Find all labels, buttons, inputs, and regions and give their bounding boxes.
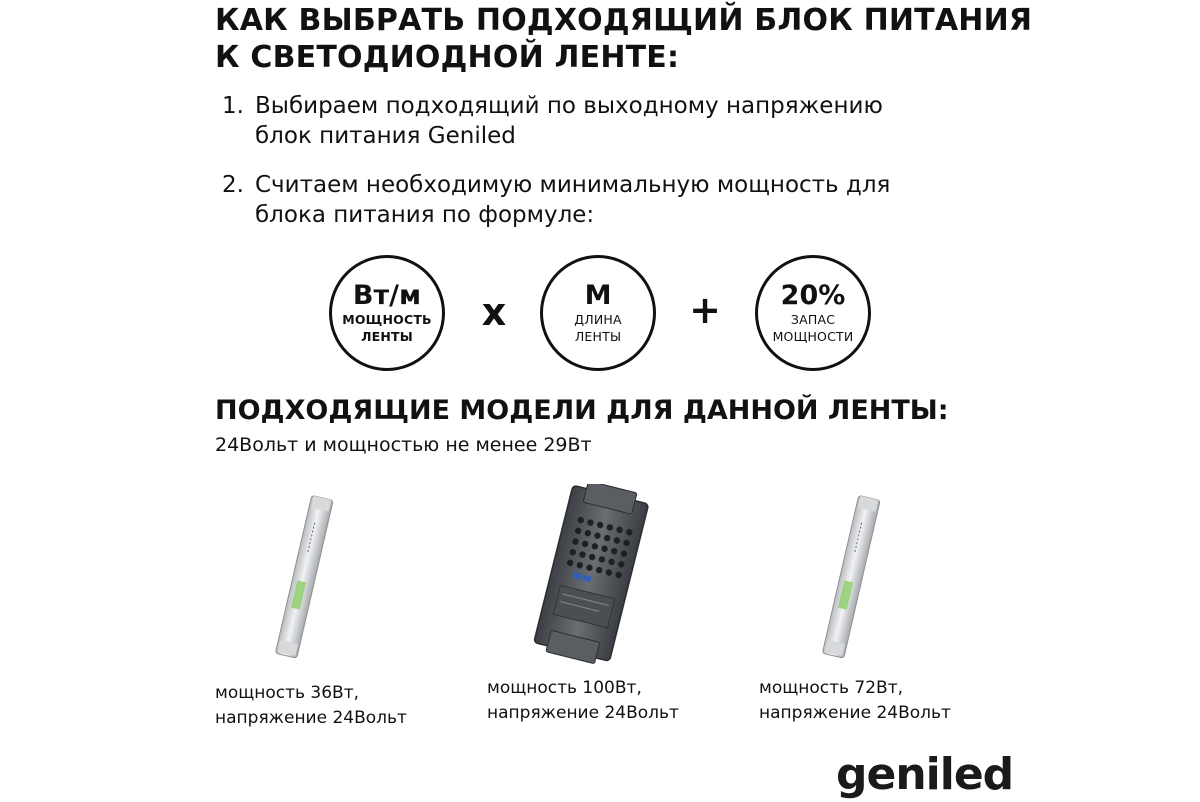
step-2	[222, 170, 982, 232]
product-image-slim-psu-1	[255, 492, 355, 664]
formula-circle-length	[540, 255, 656, 371]
circle-1-value: Вт/м	[352, 280, 422, 311]
model-caption-2	[487, 676, 679, 726]
models-note: 24Вольт и мощностью не менее 29Вт	[215, 434, 592, 456]
model-2-voltage: напряжение 24Вольт	[487, 703, 679, 723]
model-3-voltage: напряжение 24Вольт	[759, 703, 951, 723]
step-2-line-1: Считаем необходимую минимальную мощность для	[255, 172, 891, 198]
step-1-line-2: блок питания Geniled	[255, 123, 516, 149]
step-2-line-2: блока питания по формуле:	[255, 202, 595, 228]
formula-circle-power-per-meter	[329, 255, 445, 371]
geniled-logo: geniled	[836, 749, 1014, 800]
step-2-number: 2.	[222, 172, 244, 198]
circle-2-value: М	[584, 280, 612, 311]
step-1-number: 1.	[222, 93, 244, 119]
models-title: ПОДХОДЯЩИЕ МОДЕЛИ ДЛЯ ДАННОЙ ЛЕНТЫ:	[215, 395, 949, 426]
model-1-power: мощность 36Вт,	[215, 683, 360, 703]
model-caption-1	[215, 681, 407, 731]
title-line-1: КАК ВЫБРАТЬ ПОДХОДЯЩИЙ БЛОК ПИТАНИЯ	[215, 3, 1033, 38]
model-2-power: мощность 100Вт,	[487, 678, 642, 698]
circle-1-label-1: МОЩНОСТЬ	[342, 312, 432, 327]
plus-operator: +	[689, 288, 721, 332]
step-1-text	[255, 91, 955, 151]
circle-1-label-2: ЛЕНТЫ	[361, 329, 413, 344]
step-1-line-1: Выбираем подходящий по выходному напряжению	[255, 93, 883, 119]
multiply-operator: х	[481, 290, 507, 334]
circle-3-value: 20%	[780, 280, 846, 311]
model-3-power: мощность 72Вт,	[759, 678, 904, 698]
title-line-2: К СВЕТОДИОДНОЙ ЛЕНТЕ:	[215, 40, 680, 75]
step-1	[222, 91, 982, 153]
page-title	[215, 2, 1032, 76]
circle-2-label-1: ДЛИНА	[574, 312, 622, 327]
circle-3-label-1: ЗАПАС	[790, 312, 836, 327]
formula-circle-reserve	[755, 255, 871, 371]
product-image-slim-psu-2	[802, 492, 902, 664]
circle-2-label-2: ЛЕНТЫ	[574, 329, 622, 344]
circle-3-label-2: МОЩНОСТИ	[772, 329, 854, 344]
model-1-voltage: напряжение 24Вольт	[215, 708, 407, 728]
product-image-psu-100w	[518, 484, 663, 664]
model-caption-3	[759, 676, 951, 726]
step-2-text	[255, 170, 955, 230]
